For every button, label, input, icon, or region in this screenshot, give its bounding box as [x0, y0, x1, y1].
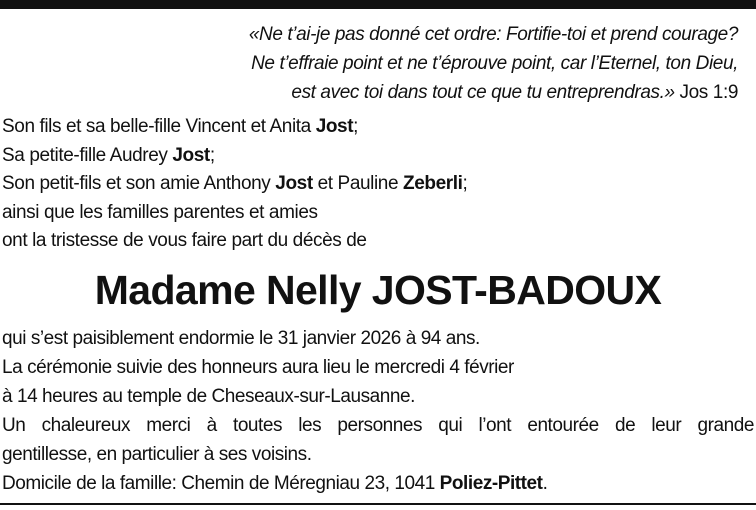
grandson-mid: et Pauline	[312, 173, 404, 195]
thanks-word: qui	[438, 415, 463, 436]
son-text: Son fils et sa belle-fille Vincent et Anita	[2, 116, 316, 137]
bible-verse	[138, 20, 738, 107]
thanks-word: les	[298, 415, 322, 436]
thanks-word: de	[614, 415, 636, 436]
thanks-word: Un	[2, 415, 26, 436]
details-line-3: à 14 heures au temple de Cheseaux-sur-Lausanne.	[2, 386, 415, 407]
family-line-son	[2, 113, 467, 142]
verse-line-3	[138, 78, 738, 107]
deceased-name: Madame Nelly JOST-BADOUX	[94, 267, 662, 313]
family-announcement	[2, 113, 467, 256]
son-end: ;	[353, 116, 359, 137]
details-line-2: La cérémonie suivie des honneurs aura lieu le mercredi 4 février	[2, 357, 514, 378]
partner-surname: Zeberli	[403, 173, 463, 195]
granddaughter-end: ;	[209, 144, 215, 166]
family-line-granddaughter	[2, 142, 467, 171]
domicile-place: Poliez-Pittet	[439, 473, 543, 494]
family-line-grandson	[2, 170, 467, 199]
verse-line-3-text: est avec toi dans tout ce que tu entreprendras.»	[291, 82, 675, 103]
verse-reference: Jos 1:9	[679, 82, 738, 103]
domicile-end: .	[542, 473, 548, 494]
thanks-word: l’ont	[478, 415, 512, 436]
verse-line-2: Ne t’effraie point et ne t’éprouve point, car l’Eternel, ton Dieu,	[251, 53, 738, 74]
domicile-text: Domicile de la famille: Chemin de Méregniau 23, 1041	[2, 473, 440, 494]
grandson-text: Son petit-fils et son amie Anthony	[2, 173, 276, 195]
thanks-word: merci	[146, 415, 191, 436]
granddaughter-text: Sa petite-fille Audrey	[2, 144, 173, 166]
details-line-1: qui s’est paisiblement endormie le 31 janvier 2026 à 94 ans.	[2, 328, 480, 349]
grandson-end: ;	[462, 173, 468, 195]
details-line-domicile	[2, 469, 754, 498]
thanks-word: grande	[697, 415, 754, 436]
family-line-relatives: ainsi que les familles parentes et amies	[2, 201, 318, 223]
verse-line-1: «Ne t’ai-je pas donné cet ordre: Fortifie-toi et prend courage?	[248, 24, 738, 45]
thanks-word: chaleureux	[41, 415, 131, 436]
granddaughter-surname: Jost	[172, 144, 210, 166]
son-surname: Jost	[315, 116, 354, 137]
thanks-word: à	[206, 415, 217, 436]
grandson-surname: Jost	[275, 173, 313, 195]
top-rule	[0, 0, 756, 9]
thanks-word: entourée	[527, 415, 599, 436]
bottom-rule	[0, 503, 756, 505]
details-line-5: gentillesse, en particulier à ses voisins.	[2, 444, 312, 465]
family-line-announcement: ont la tristesse de vous faire part du décès de	[2, 230, 367, 252]
ceremony-details	[2, 324, 754, 498]
thanks-word: personnes	[337, 415, 423, 436]
thanks-word: toutes	[232, 415, 283, 436]
thanks-word: leur	[651, 415, 682, 436]
details-line-thanks	[2, 411, 754, 440]
